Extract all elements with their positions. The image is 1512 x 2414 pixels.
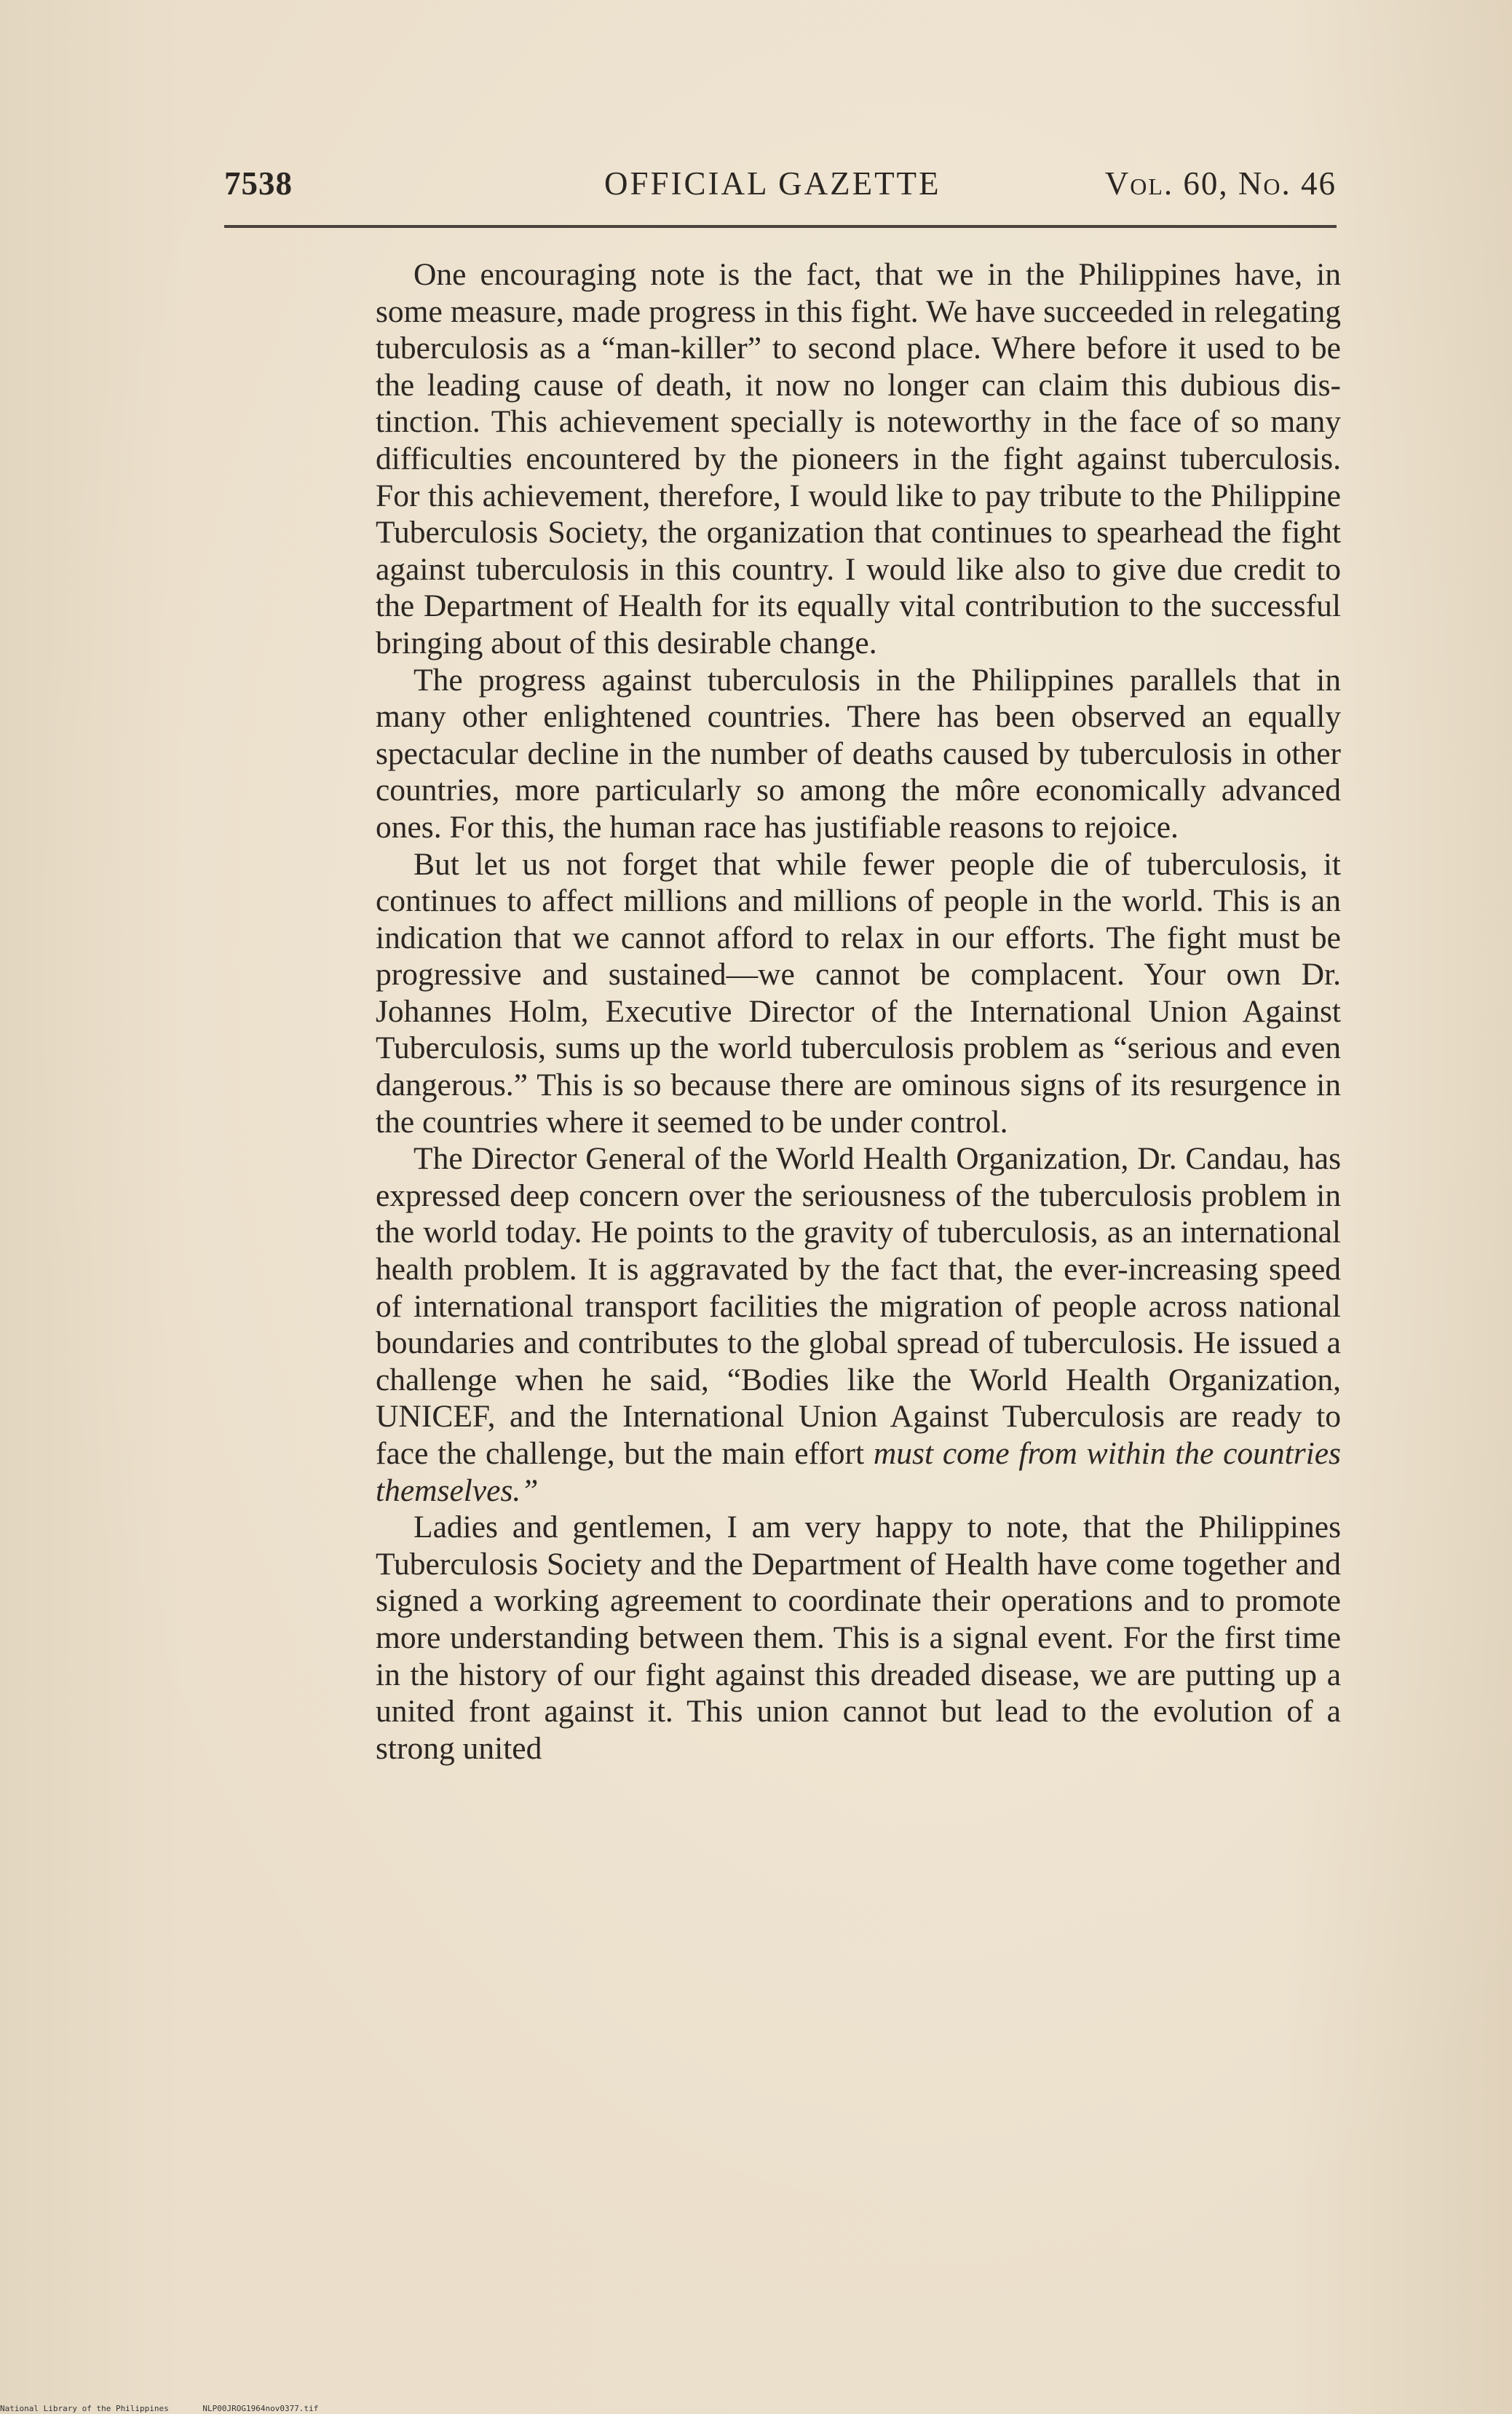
paragraph-3: But let us not forget that while fewer people die of tuberculosis, it continues to affect millions and millions of people in the world. This is an indication that we cannot afford to relax in our efforts. The fight must be progressive and sustained—we cannot be complacent. Your own Dr. Johannes Holm, Executive Director of the International Union Against Tuberculosis, sums up the world tuberculosis problem as “serious and even dangerous.” This is so because there are ominous signs of its resurgence in the countries where it seemed to be under control. bbox=[376, 846, 1341, 1140]
article-body bbox=[376, 256, 1341, 1767]
file-id: NLP00JROG1964nov0377.tif bbox=[202, 2404, 319, 2413]
scan-footer bbox=[0, 2404, 347, 2413]
journal-title: OFFICIAL GAZETTE bbox=[604, 165, 941, 202]
header-rule bbox=[224, 225, 1337, 228]
paragraph-4-emphasis: must come from within the countries themselves.” bbox=[376, 1436, 1341, 1508]
paragraph-4 bbox=[376, 1140, 1341, 1509]
library-name: National Library of the Philippines bbox=[0, 2404, 169, 2413]
volume-issue: Vol. 60, No. 46 bbox=[1104, 165, 1337, 202]
page-number: 7538 bbox=[224, 165, 293, 202]
paragraph-4-text: The Director General of the World Health Organization, Dr. Candau, has expressed deep concern over the seriousness of the tuberculosis problem in the world today. He points to the gravity of tuberculosis, as an international health problem. It is aggravated by the fact that, the ever-increasing speed of international transport facilities the migration of people across national boundaries and contributes to the global spread of tuberculosis. He issued a challenge when he said, “Bodies like the World Health Organization, UNICEF, and the International Union Against Tuberculosis are ready to face the challenge, but the main effort bbox=[376, 1141, 1341, 1471]
paragraph-1: One encouraging note is the fact, that we in the Philippines have, in some measure, made progress in this fight. We have succeeded in relegating tuberculosis as a “man-killer” to second place. Where before it used to be the leading cause of death, it now no longer can claim this dubious distinction. This achievement specially is noteworthy in the face of so many difficulties encountered by the pioneers in the fight against tuberculosis. For this achievement, therefore, I would like to pay tribute to the Philippine Tuberculosis Society, the organization that continues to spearhead the fight against tuberculosis in this country. I would like also to give due credit to the Department of Health for its equally vital contribution to the successful bringing about of this desirable change. bbox=[376, 257, 1341, 660]
paragraph-2: The progress against tuberculosis in the Philippines parallels that in many other enlightened countries. There has been observed an equally spectacular decline in the number of deaths caused by tuberculosis in other countries, more particularly so among the môre economically advanced ones. For this, the human race has justifiable reasons to rejoice. bbox=[376, 662, 1341, 845]
page-header bbox=[224, 165, 1337, 208]
paragraph-5: Ladies and gentlemen, I am very happy to note, that the Philippines Tuberculosis Society and the Department of Health have come together and signed a working agreement to coordinate their operations and to promote more understanding between them. This is a signal event. For the first time in the history of our fight against this dreaded disease, we are putting up a united front against it. This union cannot but lead to the evolution of a strong united bbox=[376, 1510, 1341, 1766]
